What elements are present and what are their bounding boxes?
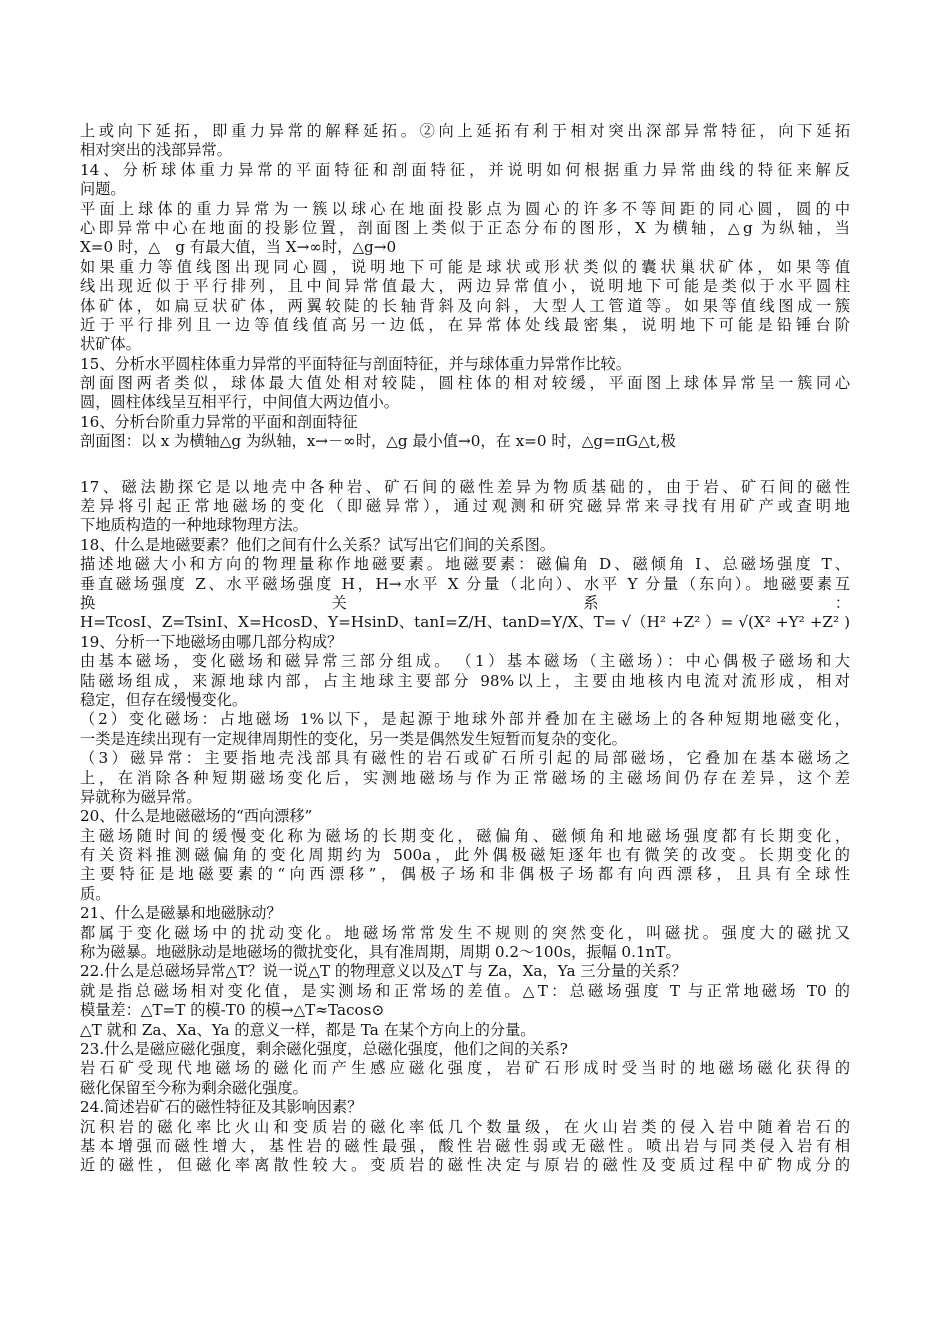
text-line: 心即异常中心在地面的投影位置，剖面图上类似于正态分布的图形，X 为横轴，△g 为纵轴，当 [80,218,850,237]
text-line: 描述地磁大小和方向的物理量称作地磁要素。地磁要素：磁偏角 D、磁倾角 I、总磁场强度 T、 [80,555,850,574]
text-line: 18、什么是地磁要素？他们之间有什么关系？试写出它们间的关系图。 [80,535,555,554]
text-line: H=TcosI、Z=TsinI、X=HcosD、Y=HsinD、tanI=Z/H、tanD=Y/X、T= √（H² +Z² ）= √(X² +Y² +Z² ) [80,613,850,632]
text-line: 平面上球体的重力异常为一簇以球心在地面投影点为圆心的许多不等间距的同心圆，圆的中 [80,199,850,218]
text-line: 22.什么是总磁场异常△T？说一说△T 的物理意义以及△T 与 Za，Xa，Ya 三分量的关系？ [80,962,687,981]
text-line: 质。 [80,884,111,903]
text-line: （2）变化磁场：占地磁场 1%以下，是起源于地球外部并叠加在主磁场上的各种短期地磁变化， [80,710,850,729]
text-line: 圆，圆柱体线呈互相平行，中间值大两边值小。 [80,393,399,412]
text-line: 陆磁场组成，来源地球内部，占主地球主要部分 98%以上，主要由地核内电流对流形成，相对 [80,671,850,690]
text-line: 状矿体。 [80,335,141,354]
text-line: 近的磁性，但磁化率离散性较大。变质岩的磁性决定与原岩的磁性及变质过程中矿物成分的 [80,1156,850,1175]
text-line: 问题。 [80,180,126,199]
text-line: 稳定，但存在缓慢变化。 [80,690,248,709]
text-line: 相对突出的浅部异常。 [80,141,232,160]
text-line: 基本增强而磁性增大，基性岩的磁性最强，酸性岩磁性弱或无磁性。喷出岩与同类侵入岩有相 [80,1136,850,1155]
text-line: 换 关 系 ： [80,593,850,612]
text-line: 上，在消除各种短期磁场变化后，实测地磁场与作为正常磁场的主磁场间仍存在差异，这个差 [80,768,850,787]
text-line: 沉积岩的磁化率比火山和变质岩的磁化率低几个数量级，在火山岩类的侵入岩中随着岩石的 [80,1117,850,1136]
text-line: 17、磁法勘探它是以地壳中各种岩、矿石间的磁性差异为物质基础的，由于岩、矿石间的磁性 [80,477,850,496]
text-line: 15、分析水平圆柱体重力异常的平面特征与剖面特征，并与球体重力异常作比较。 [80,354,631,373]
text-line: 主要特征是地磁要素的“向西漂移”，偶极子场和非偶极子场都有向西漂移，且具有全球性 [80,865,850,884]
text-line: 如果重力等值线图出现同心圆，说明地下可能是球状或形状类似的囊状巢状矿体，如果等值 [80,257,850,276]
text-line: 一类是连续出现有一定规律周期性的变化，另一类是偶然发生短暂而复杂的变化。 [80,729,627,748]
text-line: 有关资料推测磁偏角的变化周期约为 500a，此外偶极磁矩逐年也有微笑的改变。长期变化的 [80,846,850,865]
text-line: 21、什么是磁暴和地磁脉动？ [80,904,282,923]
text-line: 19、分析一下地磁场由哪几部分构成？ [80,632,343,651]
text-line: 异就称为磁异常。 [80,787,202,806]
text-line: 剖面图两者类似，球体最大值处相对较陡，圆柱体的相对较缓，平面图上球体异常呈一簇同心 [80,374,850,393]
text-line: 16、分析台阶重力异常的平面和剖面特征 [80,412,358,431]
text-line: 就是指总磁场相对变化值，是实测场和正常场的差值。△T：总磁场强度 T 与正常地磁场 T0 的 [80,981,850,1000]
text-line: △T 就和 Za、Xa、Ya 的意义一样，都是 Ta 在某个方向上的分量。 [80,1020,536,1039]
text-line: 23.什么是磁应磁化强度，剩余磁化强度，总磁化强度，他们之间的关系? [80,1039,568,1058]
text-line: 磁化保留至今称为剩余磁化强度。 [80,1078,308,1097]
text-line: 模量差：△T=T 的模-T0 的模→△T≈Tacos⊙ [80,1001,385,1020]
text-line: 剖面图：以 x 为横轴△g 为纵轴，x→－∞时，△g 最小值→0，在 x=0 时，△g=πG△t,极 [80,432,676,451]
blank-line [80,452,850,478]
text-line: 下地质构造的一种地球物理方法。 [80,516,308,535]
text-line: 称为磁暴。地磁脉动是地磁场的微扰变化，具有准周期，周期 0.2～100s，振幅 0.1nT。 [80,943,681,962]
text-line: 差异将引起正常地磁场的变化（即磁异常），通过观测和研究磁异常来寻找有用矿产或查明地 [80,497,850,516]
document-body [80,122,850,1176]
text-line: 线出现近似于平行排列，且中间异常值最大，两边异常值小，说明地下可能是类似于水平圆柱 [80,277,850,296]
text-line: 都属于变化磁场中的扰动变化。地磁场常常发生不规则的突然变化，叫磁扰。强度大的磁扰又 [80,923,850,942]
text-line: 近于平行排列且一边等值线值高另一边低，在异常体处线最密集，说明地下可能是铅锤台阶 [80,315,850,334]
text-line: 主磁场随时间的缓慢变化称为磁场的长期变化，磁偏角、磁倾角和地磁场强度都有长期变化， [80,826,850,845]
text-line: 岩石矿受现代地磁场的磁化而产生感应磁化强度，岩矿石形成时受当时的地磁场磁化获得的 [80,1059,850,1078]
text-line: 上或向下延拓，即重力异常的解释延拓。②向上延拓有利于相对突出深部异常特征，向下延拓 [80,122,850,140]
text-line: 14、分析球体重力异常的平面特征和剖面特征，并说明如何根据重力异常曲线的特征来解反 [80,160,850,179]
text-line: 24.简述岩矿石的磁性特征及其影响因素？ [80,1098,363,1117]
text-line: 由基本磁场，变化磁场和磁异常三部分组成。 （1）基本磁场（主磁场）：中心偶极子磁场和大 [80,652,850,671]
text-line: 体矿体，如扁豆状矿体，两翼较陡的长轴背斜及向斜，大型人工管道等。如果等值线图成一簇 [80,296,850,315]
text-line: 垂直磁场强度 Z、水平磁场强度 H，H→水平 X 分量（北向）、水平 Y 分量（东向）。地磁要素互 [80,574,850,593]
text-line: 20、什么是地磁磁场的“西向漂移” [80,807,313,826]
text-line: （3）磁异常：主要指地壳浅部具有磁性的岩石或矿石所引起的局部磁场，它叠加在基本磁场之 [80,749,850,768]
text-line: X=0 时，△ g 有最大值，当 X→∞时，△g→0 [80,238,397,257]
